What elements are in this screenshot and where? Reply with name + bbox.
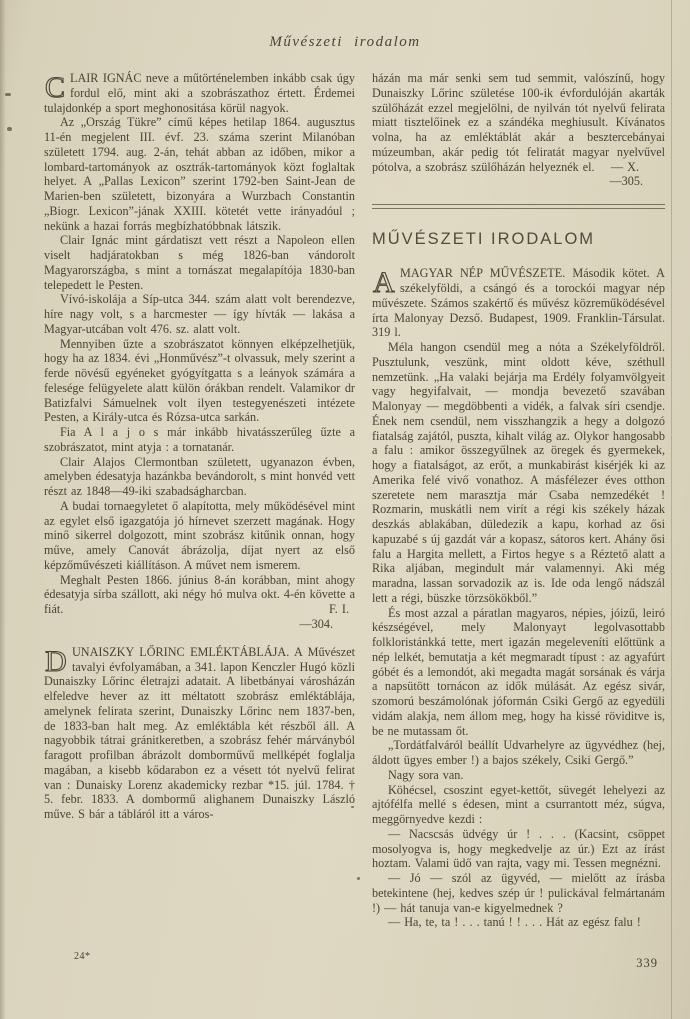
dropcap-initial xyxy=(44,647,67,674)
article-dunaiszky-emlektabla xyxy=(44,645,355,822)
paragraph: Clair Alajos Clermontban született, ugyanazon évben, amelyben édesatyja hazánkba bevándorolt, s mint honvéd vett részt az 1848—49-iki szabadságharcban. xyxy=(44,454,355,498)
svg-text:A: A xyxy=(373,268,395,296)
section-heading: MŰVÉSZETI IRODALOM xyxy=(372,230,596,249)
paragraph: Méla hangon csendül meg a nóta a Székelyföldről. Pusztulunk, veszünk, mint oldott kéve, széthull nemzetünk. „Ha valaki bejárja ma Erdély folyamvölgyeit vagy hegyifalvait, — mondja bevezető szavában Malonyay — megdöbbenti a vidék, a falvak síri csendje. Ének nem csendül, nem visszhangzik a hegy a dolgozó fiatalság zajától, puszta, kihalt világ az. Olykor hangosabb a falu : amikor összegyűlnek az öregek és gyermekek, hogy a fiatalságot, az erőt, a munkabirást kisérjék ki az Amerika felé vivő vonathoz. A másfélezer éves otthon szeretete nem marasztja már Csaba nemzedékét ! Rozmarin, muskátli nem virít a régi kis székely házak deszkás ablakában, düledezik a kapu, korhad az ősi kapuzabé s új gazdát vár a kopasz, sátoros kert. Ahány ősi falu a Hargita mellett, a Firtos hegye s a Réztető alatt a Rika aljában, megindult már valamennyi. Aki még maradna, lassan sorvadozik az is. Ide oda lengő nádszál lett a régi, büszke törzsökökből.” xyxy=(372,340,665,605)
paragraph: Köhécsel, csoszint egyet-kettőt, süvegét lehelyezi az ajtófélfa mellé s édesen, mint a csurrantott méz, súgva, meggörnyedve kezdi : xyxy=(372,782,665,826)
paragraph: És most azzal a páratlan magyaros, népies, jóizű, leiró készségével, mely Malonyayt legolvasottabb folkloristánkká tette, mert igazán megeleveníti előttünk a nép lelkét, bemutatja a két megmaradt típust : az agyafúrt góbét és a lemondót, aki megadta magát sorsának és várja a napsütött tornácon az idők múlását. Az egész sivár, szomorú beszámolónak jóformán Csiki Gergő az egyedüli vidám alakja, nem állom meg, hogy ha kissé röviditve is, be ne mutassam őt. xyxy=(372,605,665,738)
paragraph: „Tordátfalváról beállít Udvarhelyre az ügyvédhez (hej, áldott ügyes ember !) a bajos székely, Csiki Gergő.” xyxy=(372,738,665,767)
article-dunaiszky-continuation xyxy=(372,71,665,189)
signature-mark: 24* xyxy=(74,951,91,962)
paragraph: — Ha, te, ta ! . . . tanú ! ! . . . Hát az egész falu ! xyxy=(388,915,641,930)
svg-text:C: C xyxy=(45,73,65,100)
dropcap-initial xyxy=(44,73,65,100)
running-head: Művészeti irodalom xyxy=(269,34,421,50)
paragraph: Nagy sora van. xyxy=(388,767,464,782)
paragraph: Mennyiben űzte a szobrászatot könnyen elképzelhetjük, hogy ha az 1834. évi „Honművész”-t olvassuk, mely szerint a ferde növésű egyéneket gyógyítgatta s a leányok számára a felesége felügyelete alatt külön órákban rendelt. Valamikor dr Batizfalvi Sámuelnek volt ilyen testegyenészeti intézete Pesten, a Király-utca és Rózsa-utca sarkán. xyxy=(44,336,355,425)
reference-number: —305. xyxy=(609,174,643,189)
paragraph-opening xyxy=(372,266,665,340)
scan-artifact xyxy=(5,93,11,96)
reference-number: —304. xyxy=(299,616,333,631)
dropcap-initial xyxy=(372,268,395,295)
article-magyar-nep-muveszete xyxy=(372,266,665,930)
paragraph: A budai tornaegyletet ő alapította, mely működésével mint az egylet első igazgatója jó hírnevet szerzett magának. Hogy minő sikerrel dolgozott, mint szobrász kitűnik onnan, hogy műve, amely Canovát ábrázolja, díjat nyert az első képzőművészeti kiállításon. A művet nem ismerem. xyxy=(44,498,355,572)
section-divider-rule xyxy=(372,204,665,209)
article-clair-ignac xyxy=(44,71,355,632)
paragraph: Vívó-iskolája a Síp-utca 344. szám alatt volt berendezve, híre nagy volt, s a harcmester — így hívták — lakása a Magyar-utcában volt 476. sz. alatt volt. xyxy=(44,292,355,336)
paragraph-text: Meghalt Pesten 1866. június 8-án korábban, mint ahogy édesatyja sírba szállott, aki négy hó mulva okt. 4-én követte a fiát. xyxy=(44,572,355,616)
author-initials: — X. xyxy=(610,159,639,174)
page-gutter-shadow xyxy=(0,0,6,1019)
paragraph: — Jó — szól az ügyvéd, — mielőtt az írásba betekintene (hej, kedves szép úr ! pulickával felmártanám !) — hát tanuja van-e kigyelmednek ? xyxy=(372,871,665,915)
paragraph: Clair Ignác mint gárdatiszt vett részt a Napoleon ellen viselt hadjáratokban s még 1826-ban vándorolt Magyarországba, s mint a tornászat megalapítója 1830-ban telepedett le Pesten. xyxy=(44,233,355,292)
paragraph-closing xyxy=(44,573,355,617)
author-initials: F. I. xyxy=(328,602,349,616)
paragraph-text: házán ma már senki sem tud semmit, valószínű, hogy Dunaiszky Lőrinc születése 100-ik évfordulóján akarták szülőházát ezzel megjelölni, de nyilván tót nyelvű felirata miatt tisztelőinek ez a szándéka meghiusult. Kívánatos volna, ha az emléktáblát akár a besztercebányai múzeumban, akár pedig tót feliratát magyar nyelvűvel pótolva, a szobrász szülőházán helyeznék el. xyxy=(372,71,665,174)
paragraph-text: MAGYAR NÉP MŰVÉSZETE. Második kötet. A székelyföldi, a csángó és a torockói magyar nép művészete. Számos szakértő és művész közreműködésével írta Malonyay Dezső. Budapest, 1909. Franklin-Társulat. 319 l. xyxy=(372,266,665,340)
paragraph-text: UNAISZKY LŐRINC EMLÉKTÁBLÁJA. A Művészet tavalyi évfolyamában, a 341. lapon Kenczler Hugó közli Dunaiszky Lőrinc életrajzi adatait. A libetbányai városházán elfeledve hever az itt méltatott szobrász emléktáblája, amelynek felirata szerint, Dunaiszky Lőrinc nem 1837-ben, de 1833-ban halt meg. Az emléktábla két részből áll. A nagyobbik tátrai gránitkeretben, a szobrász fehér márványból faragott profilban ábrázolt domborművű mellképét foglalja magában, a kisebb kődarabon ez a vésett tót nyelvű felirat van : Dunaisky Lorenz akademicky rezbar *15. júl. 1784. † 5. febr. 1833. A dombormű alighanem Dunaiszky László műve. S bár a tábláról itt a város- xyxy=(44,644,355,821)
scan-artifact xyxy=(7,127,12,131)
svg-text:D: D xyxy=(45,646,67,674)
paragraph: — Nacscsás üdvégy úr ! . . . (Kacsint, csöppet mosolyogva is, hogy megkedvelje az úr.) Ezt az írást hoztam. Valami üdő van rajta, vagy mi. Tessen megnézni. xyxy=(372,826,665,871)
paragraph-text: LAIR IGNÁC neve a műtörténelemben inkább csak úgy fordul elő, mint aki a szobrászathoz értett. Érdemei tulajdonkép a sport meghonositása körül nagyok. xyxy=(44,71,355,115)
paragraph-opening xyxy=(44,71,355,115)
page-number: 339 xyxy=(636,956,658,970)
paragraph: Az „Ország Tükre” című képes hetilap 1864. augusztus 11-én megjelent III. évf. 23. száma szerint Milanóban született 1794. aug. 2-án, tehát abban az időben, mikor a lombard-tartományok az osztrák-tartományok közt foglaltak helyet. A „Pallas Lexicon” szerint 1792-ben Saint-Jean de Marien-ben született, bizonyára a Wurzbach Constantin „Biogr. Lexicon”-jának XXIII. kötetét vette irányadóul ; nekünk a hazai forrás megbízhatóbbnak látszik. xyxy=(44,115,355,233)
left-column xyxy=(44,71,355,930)
page-edge-line xyxy=(671,0,672,1019)
right-column xyxy=(372,71,665,930)
text-columns xyxy=(44,71,665,930)
paragraph-continuation xyxy=(372,71,665,174)
paragraph: Fia A l a j o s már inkább hivatásszerűleg űzte a szobrászatot, mint atyja : a tornatanár. xyxy=(44,425,355,454)
paragraph-opening xyxy=(44,645,355,822)
